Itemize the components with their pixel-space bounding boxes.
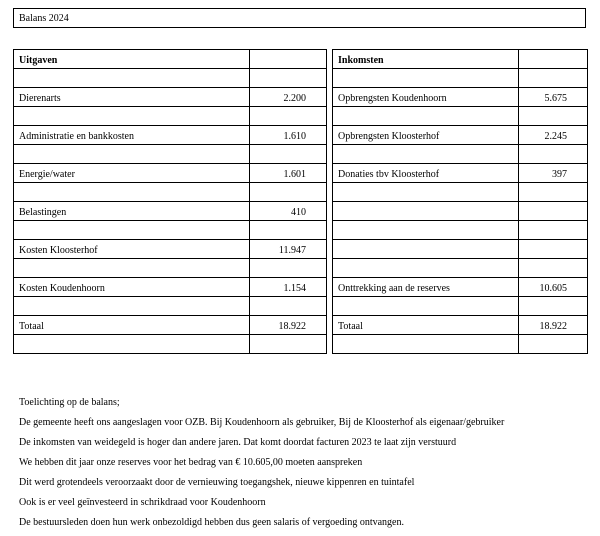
spacer-cell — [333, 107, 519, 126]
spacer-cell — [333, 335, 519, 354]
spacer-cell — [14, 107, 250, 126]
spacer-cell — [519, 183, 588, 202]
income-label: Opbrengsten Koudenhoorn — [333, 88, 519, 107]
income-label: Opbrengsten Kloosterhof — [333, 126, 519, 145]
expense-value: 1.601 — [250, 164, 327, 183]
income-header: Inkomsten — [333, 50, 519, 69]
spacer-cell — [250, 183, 327, 202]
income-value — [519, 240, 588, 259]
note-line: De gemeente heeft ons aangeslagen voor OZB. Bij Koudenhoorn als gebruiker, Bij de Kloosterhof als eigenaar/gebruiker — [19, 417, 505, 428]
income-value: 397 — [519, 164, 588, 183]
spacer-cell — [519, 107, 588, 126]
income-value: 10.605 — [519, 278, 588, 297]
income-table — [332, 49, 588, 354]
note-line: De inkomsten van weidegeld is hoger dan andere jaren. Dat komt doordat facturen 2023 te laat zijn verstuurd — [19, 437, 457, 448]
expense-total-value: 18.922 — [250, 316, 327, 335]
income-label — [333, 240, 519, 259]
spacer-cell — [14, 335, 250, 354]
expenses-header: Uitgaven — [14, 50, 250, 69]
expenses-table — [13, 49, 327, 354]
spacer-cell — [333, 297, 519, 316]
income-value: 2.245 — [519, 126, 588, 145]
spacer-cell — [519, 259, 588, 278]
income-header-value — [519, 50, 588, 69]
expense-value: 410 — [250, 202, 327, 221]
spacer-cell — [519, 221, 588, 240]
spacer-cell — [333, 221, 519, 240]
income-total-label: Totaal — [333, 316, 519, 335]
spacer-cell — [250, 69, 327, 88]
income-total-value: 18.922 — [519, 316, 588, 335]
spacer-cell — [519, 335, 588, 354]
spacer-cell — [14, 297, 250, 316]
expense-value: 11.947 — [250, 240, 327, 259]
balance-notes — [19, 393, 594, 533]
expense-label: Belastingen — [14, 202, 250, 221]
expense-value: 1.610 — [250, 126, 327, 145]
spacer-cell — [333, 145, 519, 164]
spacer-cell — [250, 145, 327, 164]
spacer-cell — [250, 259, 327, 278]
spacer-cell — [519, 145, 588, 164]
income-label — [333, 202, 519, 221]
expense-label: Energie/water — [14, 164, 250, 183]
spacer-cell — [333, 183, 519, 202]
expenses-header-value — [250, 50, 327, 69]
expense-value: 1.154 — [250, 278, 327, 297]
income-value: 5.675 — [519, 88, 588, 107]
note-line: Ook is er veel geïnvesteerd in schrikdraad voor Koudenhoorn — [19, 497, 266, 508]
spacer-cell — [250, 107, 327, 126]
expense-value: 2.200 — [250, 88, 327, 107]
spacer-cell — [14, 221, 250, 240]
expense-total-label: Totaal — [14, 316, 250, 335]
expense-label: Kosten Koudenhoorn — [14, 278, 250, 297]
spacer-cell — [250, 221, 327, 240]
income-value — [519, 202, 588, 221]
expense-label: Administratie en bankkosten — [14, 126, 250, 145]
note-line: We hebben dit jaar onze reserves voor het bedrag van € 10.605,00 moeten aanspreken — [19, 457, 363, 468]
spacer-cell — [519, 69, 588, 88]
spacer-cell — [333, 69, 519, 88]
spacer-cell — [14, 259, 250, 278]
notes-heading: Toelichting op de balans; — [19, 397, 120, 408]
spacer-cell — [14, 69, 250, 88]
expense-label: Kosten Kloosterhof — [14, 240, 250, 259]
note-line: Dit werd grotendeels veroorzaakt door de vernieuwing toegangshek, nieuwe kippenren en tuintafel — [19, 477, 415, 488]
spacer-cell — [333, 259, 519, 278]
document-title: Balans 2024 — [13, 8, 586, 28]
expense-label: Dierenarts — [14, 88, 250, 107]
spacer-cell — [250, 335, 327, 354]
spacer-cell — [519, 297, 588, 316]
note-line: De bestuursleden doen hun werk onbezoldigd hebben dus geen salaris of vergoeding ontvangen. — [19, 517, 404, 528]
income-label: Donaties tbv Kloosterhof — [333, 164, 519, 183]
income-label: Onttrekking aan de reserves — [333, 278, 519, 297]
spacer-cell — [14, 145, 250, 164]
spacer-cell — [14, 183, 250, 202]
spacer-cell — [250, 297, 327, 316]
